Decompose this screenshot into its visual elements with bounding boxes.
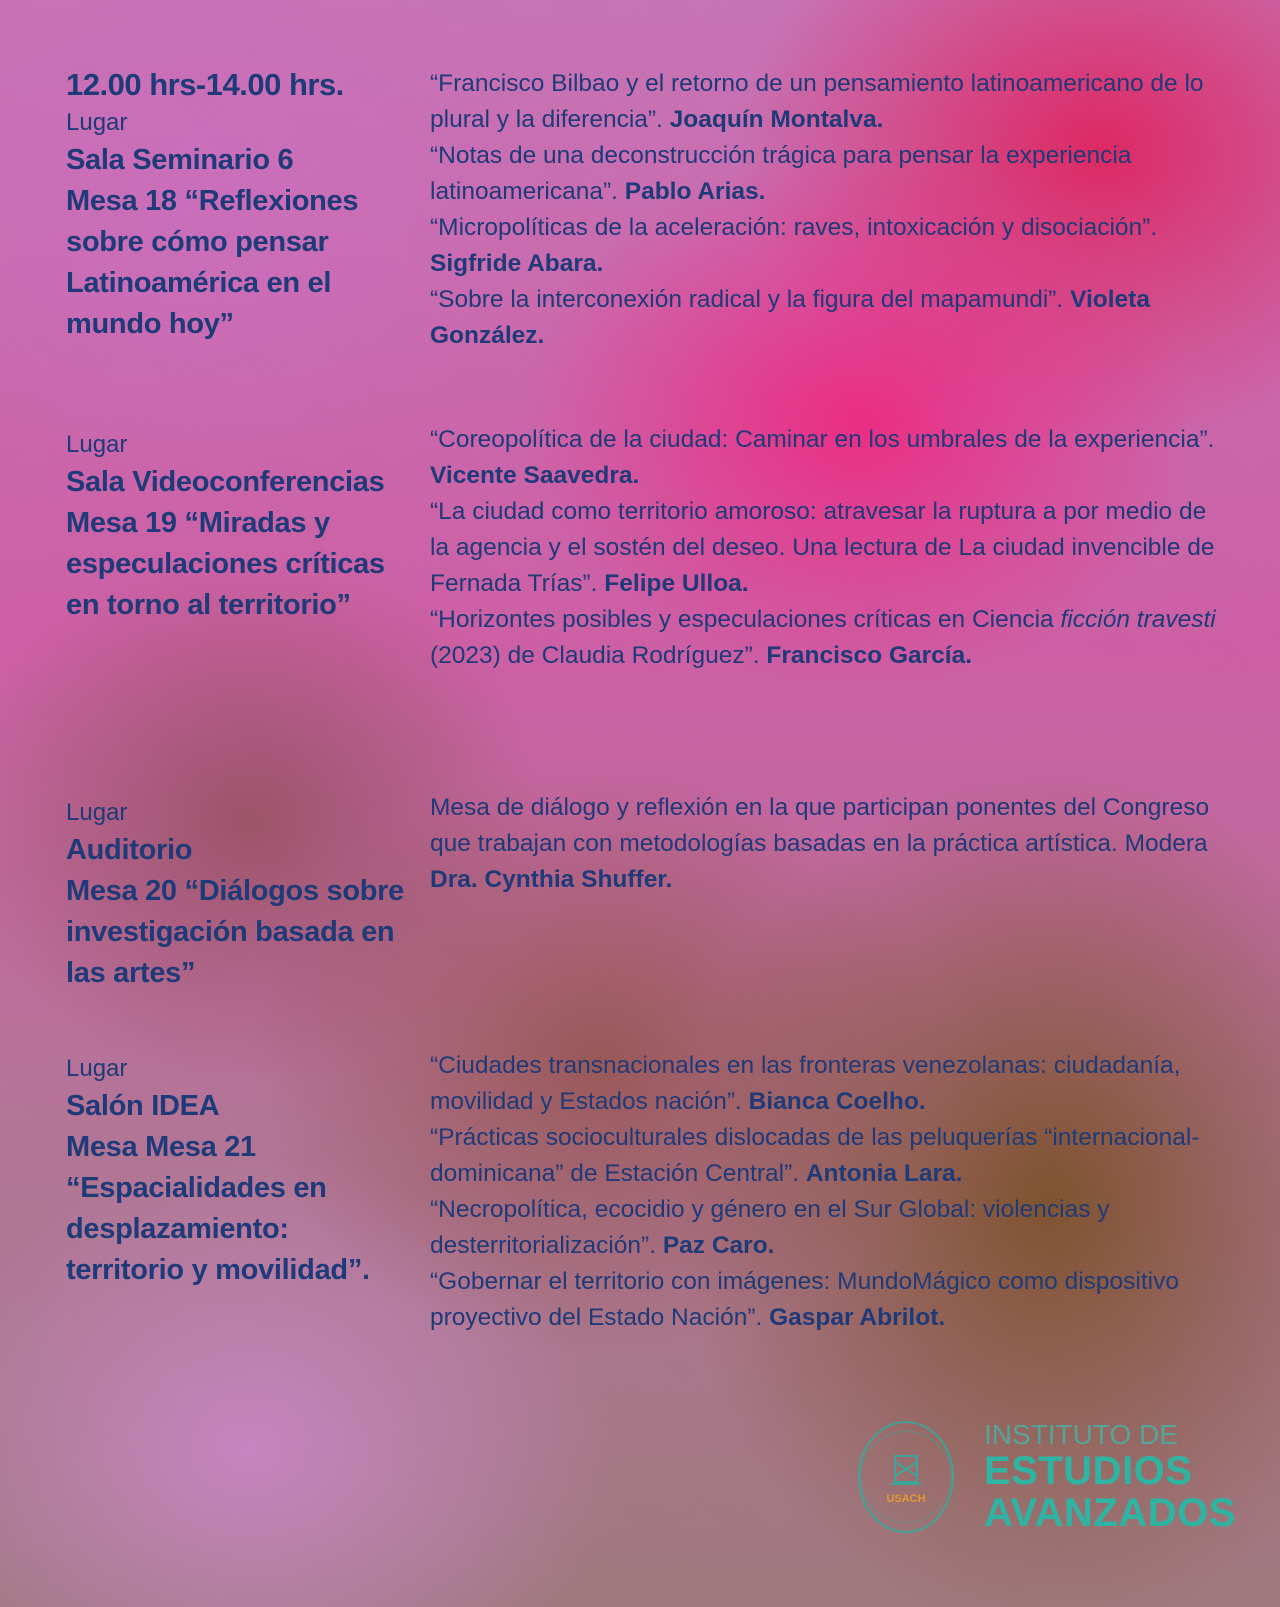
talk-item: “Ciudades transnacionales en las fronteras venezolanas: ciudadanía, movilidad y Estados nación”. Bianca Coelho. [430, 1052, 1181, 1115]
talk-item: “Coreopolítica de la ciudad: Caminar en los umbrales de la experiencia”. Vicente Saavedra. [430, 426, 1215, 489]
mesa-title: Mesa 19 “Miradas y especulaciones críticas en torno al territorio” [66, 507, 385, 621]
lugar-label: Lugar [66, 1055, 128, 1082]
block-mesa-18-info [66, 64, 406, 345]
talk-item: “Prácticas socioculturales dislocadas de las peluquerías “internacional-dominicana” de Estación Central”. Antonia Lara. [430, 1124, 1200, 1187]
talk-item: “Notas de una deconstrucción trágica para pensar la experiencia latinoamericana”. Pablo Arias. [430, 142, 1132, 205]
block-mesa-19-info [66, 428, 406, 626]
instituto-logo [858, 1414, 1236, 1539]
talk-author: Francisco García. [766, 642, 973, 669]
talk-author: Violeta González. [430, 286, 1150, 349]
block-mesa-21-info [66, 1052, 406, 1291]
seal-emblem-icon [871, 1442, 941, 1512]
talk-item: “Francisco Bilbao y el retorno de un pensamiento latinoamericano de lo plural y la diferencia”. Joaquín Montalva. [430, 70, 1204, 133]
talk-author: Joaquín Montalva. [669, 106, 884, 133]
logo-wordmark [984, 1420, 1236, 1534]
talk-author: Paz Caro. [662, 1232, 775, 1259]
block-mesa-20-talks [430, 790, 1220, 898]
talk-author: Bianca Coelho. [748, 1088, 926, 1115]
lugar-label: Lugar [66, 431, 128, 458]
talk-author: Pablo Arias. [624, 178, 766, 205]
mesa-title: Mesa 18 “Reflexiones sobre cómo pensar Latinoamérica en el mundo hoy” [66, 185, 359, 340]
logo-line-1: INSTITUTO DE [984, 1418, 1178, 1450]
talk-author: Gaspar Abrilot. [769, 1304, 946, 1331]
talk-author: Felipe Ulloa. [604, 570, 749, 597]
talk-item: “Horizontes posibles y especulaciones críticas en Ciencia ficción travesti (2023) de Claudia Rodríguez”. Francisco García. [430, 606, 1216, 669]
block-mesa-21-talks [430, 1048, 1220, 1336]
venue-name: Salón IDEA [66, 1090, 220, 1122]
talk-item: “Micropolíticas de la aceleración: raves, intoxicación y disociación”. Sigfride Abara. [430, 214, 1158, 277]
logo-line-2: ESTUDIOS [984, 1448, 1193, 1493]
usach-seal-icon [858, 1421, 954, 1533]
talk-item: “La ciudad como territorio amoroso: atravesar la ruptura a por medio de la agencia y el sostén del deseo. Una lectura de La ciudad invencible de Fernada Trías”. Felipe Ulloa. [430, 498, 1215, 597]
talk-item: Mesa de diálogo y reflexión en la que participan ponentes del Congreso que trabajan con metodologías basadas en la práctica artística. Modera Dra. Cynthia Shuffer. [430, 794, 1210, 893]
lugar-label: Lugar [66, 799, 128, 826]
lugar-label: Lugar [66, 109, 128, 136]
talk-author: Sigfride Abara. [430, 250, 604, 277]
time-range: 12.00 hrs-14.00 hrs. [66, 67, 344, 102]
block-mesa-18-talks [430, 66, 1220, 354]
venue-name: Sala Seminario 6 [66, 144, 294, 176]
logo-line-3: AVANZADOS [984, 1490, 1236, 1535]
talk-item: “Necropolítica, ecocidio y género en el Sur Global: violencias y desterritorialización”. Paz Caro. [430, 1196, 1110, 1259]
mesa-title: Mesa 20 “Diálogos sobre investigación basada en las artes” [66, 875, 404, 989]
talk-author: Dra. Cynthia Shuffer. [430, 866, 673, 893]
talk-item: “Gobernar el territorio con imágenes: MundoMágico como dispositivo proyectivo del Estado Nación”. Gaspar Abrilot. [430, 1268, 1179, 1331]
seal-text: USACH [886, 1492, 926, 1505]
mesa-title: Mesa Mesa 21 “Espacialidades en desplazamiento: territorio y movilidad”. [66, 1131, 370, 1286]
talk-author: Antonia Lara. [805, 1160, 963, 1187]
venue-name: Sala Videoconferencias [66, 466, 385, 498]
talk-author: Vicente Saavedra. [430, 462, 640, 489]
talk-item: “Sobre la interconexión radical y la figura del mapamundi”. Violeta González. [430, 286, 1150, 349]
venue-name: Auditorio [66, 834, 193, 866]
block-mesa-19-talks [430, 422, 1220, 674]
block-mesa-20-info [66, 796, 406, 994]
